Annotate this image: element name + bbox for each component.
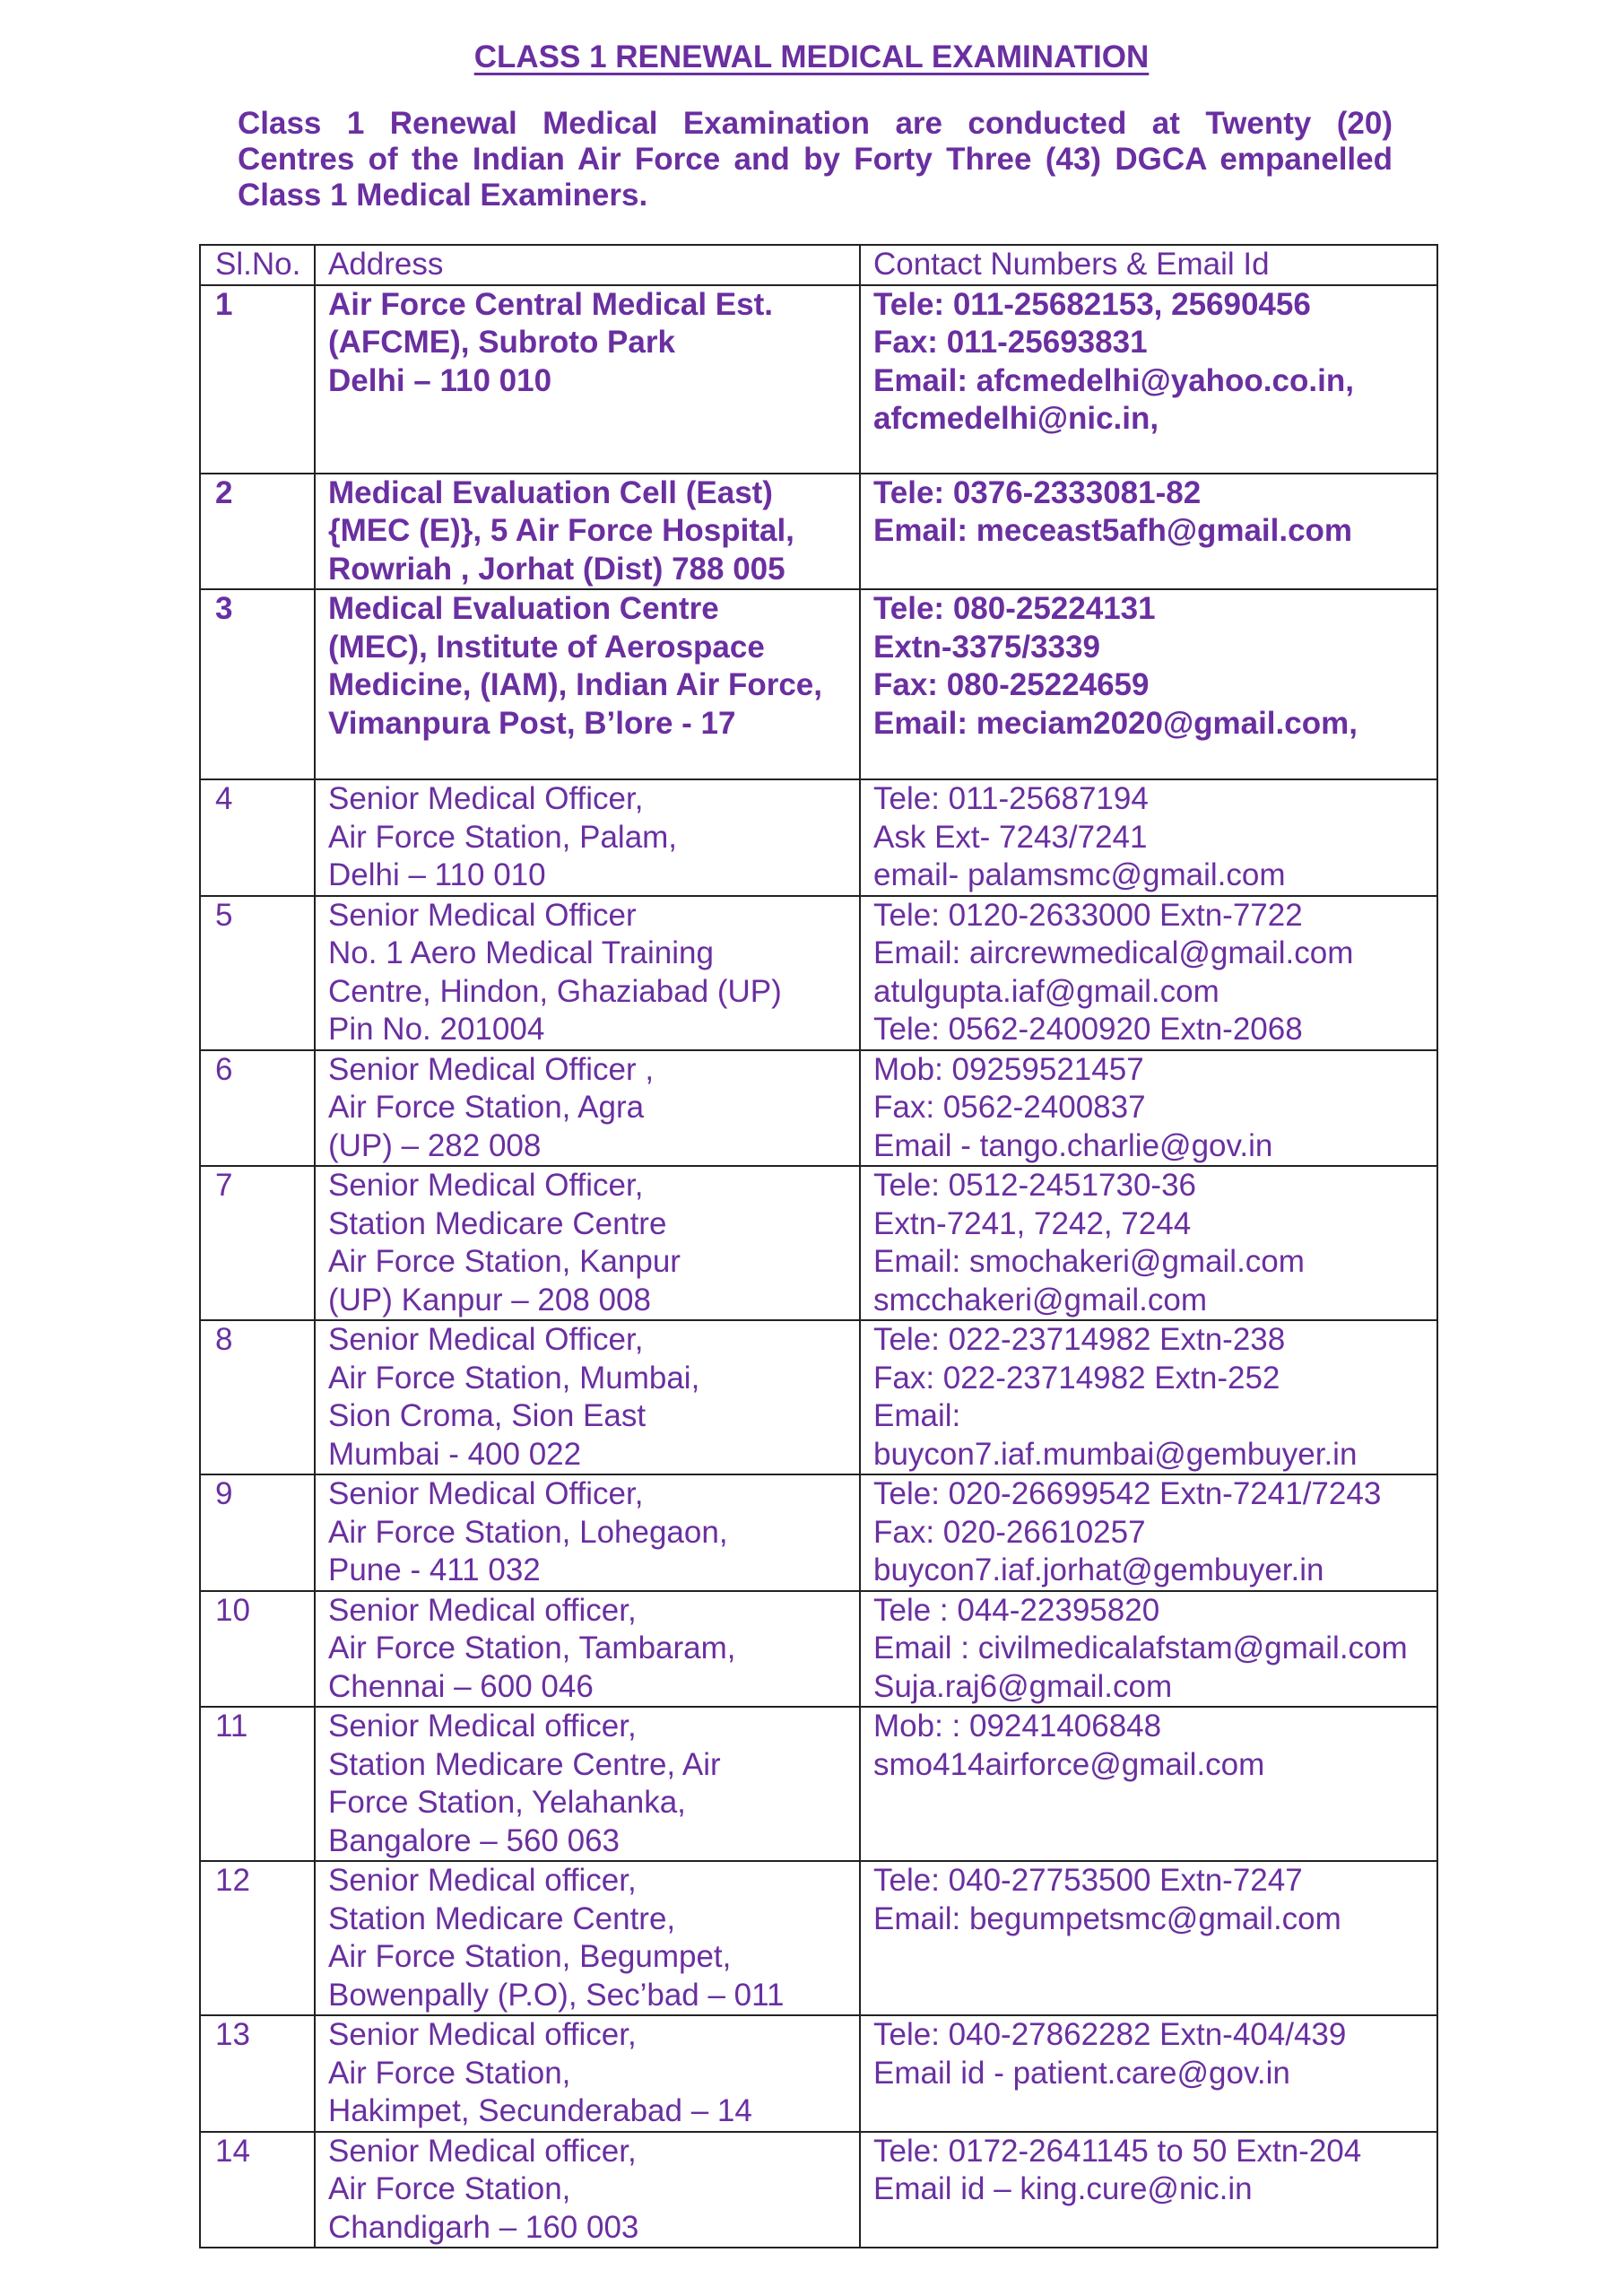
cell-address [315, 1861, 860, 2015]
address-line: Senior Medical Officer [328, 897, 637, 933]
email-line: Email id - patient.care@gov.in [873, 2055, 1290, 2091]
address-line: Air Force Station, [328, 2055, 571, 2091]
email-line: buycon7.iaf.mumbai@gembuyer.in [873, 1436, 1358, 1472]
cell-sl-no: 6 [200, 1050, 315, 1167]
cell-address [315, 1591, 860, 1708]
address-line: Air Force Station, Palam, [328, 819, 678, 855]
column-header-address: Address [315, 245, 860, 285]
cell-contact [860, 896, 1437, 1050]
cell-sl-no: 3 [200, 589, 315, 779]
contact-line: Tele: 0512-2451730-36 [873, 1168, 1197, 1203]
table-row [200, 1591, 1437, 1708]
email-line: afcmedelhi@nic.in, [873, 401, 1159, 436]
address-line: Pin No. 201004 [328, 1012, 545, 1047]
contact-line: Tele: 022-23714982 Extn-238 [873, 1322, 1286, 1357]
email-line: Email: aircrewmedical@gmail.com [873, 935, 1354, 970]
address-line: (MEC), Institute of Aerospace [328, 629, 765, 665]
address-line: Senior Medical Officer, [328, 1168, 644, 1203]
table-row [200, 779, 1437, 896]
address-line: Senior Medical officer, [328, 2133, 637, 2169]
email-line: smo414airforce@gmail.com [873, 1746, 1265, 1782]
cell-contact [860, 1166, 1437, 1320]
cell-contact [860, 1707, 1437, 1861]
contact-line: Tele: 020-26699542 Extn-7241/7243 [873, 1476, 1382, 1511]
contact-line: Tele: 0562-2400920 Extn-2068 [873, 1012, 1303, 1047]
address-line: Delhi – 110 010 [328, 857, 546, 892]
cell-address [315, 1320, 860, 1474]
table-row [200, 1707, 1437, 1861]
address-line: Senior Medical Officer, [328, 1322, 644, 1357]
address-line: Senior Medical officer, [328, 1863, 637, 1898]
table-row [200, 896, 1437, 1050]
contact-line: Fax: 0562-2400837 [873, 1090, 1146, 1125]
cell-contact [860, 589, 1437, 779]
address-line: Centre, Hindon, Ghaziabad (UP) [328, 973, 782, 1009]
cell-contact [860, 2015, 1437, 2132]
address-line: Sion Croma, Sion East [328, 1398, 647, 1433]
contact-line: Fax: 011-25693831 [873, 325, 1148, 360]
address-line: (UP) – 282 008 [328, 1127, 542, 1163]
email-line: Email: meceast5afh@gmail.com [873, 513, 1353, 548]
table-row [200, 1320, 1437, 1474]
address-line: Mumbai - 400 022 [328, 1436, 582, 1472]
cell-sl-no: 11 [200, 1707, 315, 1861]
address-line: Air Force Station, Mumbai, [328, 1360, 700, 1396]
contact-line: Tele : 044-22395820 [873, 1592, 1160, 1628]
address-line: Medical Evaluation Cell (East) [328, 474, 773, 510]
address-line: Air Force Station, Tambaram, [328, 1631, 736, 1665]
cell-sl-no: 5 [200, 896, 315, 1050]
address-line: (AFCME), Subroto Park [328, 325, 675, 360]
table-row [200, 1050, 1437, 1167]
cell-address [315, 1474, 860, 1591]
table-row [200, 474, 1437, 590]
contact-line: Tele: 080-25224131 [873, 591, 1156, 626]
intro-line: Centres of the Indian Air Force and by Forty Three (43) DGCA empanelled [238, 142, 1393, 177]
contact-line: Ask Ext- 7243/7241 [873, 819, 1148, 855]
email-line: email- palamsmc@gmail.com [873, 857, 1286, 892]
address-line: No. 1 Aero Medical Training [328, 935, 714, 970]
email-line: Email: smochakeri@gmail.com [873, 1244, 1305, 1279]
address-line: Bowenpally (P.O), Sec’bad – 011 [328, 1977, 785, 2013]
address-line: Station Medicare Centre, Air [328, 1746, 721, 1782]
contact-line: Tele: 011-25682153, 25690456 [873, 286, 1311, 322]
column-header-contact: Contact Numbers & Email Id [860, 245, 1437, 285]
cell-address [315, 285, 860, 474]
address-line: Bangalore – 560 063 [328, 1822, 620, 1858]
email-line: atulgupta.iaf@gmail.com [873, 973, 1219, 1009]
address-line: Vimanpura Post, B’lore - 17 [328, 705, 736, 741]
address-line: Senior Medical officer, [328, 1709, 637, 1744]
cell-sl-no: 8 [200, 1320, 315, 1474]
address-line: Station Medicare Centre, [328, 1900, 676, 1936]
cell-address [315, 2132, 860, 2248]
address-line: Air Force Station, Lohegaon, [328, 1514, 728, 1550]
email-line: Suja.raj6@gmail.com [873, 1668, 1173, 1704]
cell-address [315, 1166, 860, 1320]
contact-line: Email: [873, 1398, 961, 1433]
cell-contact [860, 1474, 1437, 1591]
cell-contact [860, 779, 1437, 896]
address-line: Air Force Central Medical Est. [328, 286, 773, 322]
contact-line: Tele: 011-25687194 [873, 781, 1149, 816]
contact-line: Tele: 0376-2333081-82 [873, 474, 1202, 510]
address-line: Hakimpet, Secunderabad – 14 [328, 2093, 752, 2128]
email-line: Email: afcmedelhi@yahoo.co.in, [873, 362, 1354, 398]
table-header-row [200, 245, 1437, 285]
table-row [200, 589, 1437, 779]
cell-sl-no: 9 [200, 1474, 315, 1591]
cell-sl-no: 14 [200, 2132, 315, 2248]
table-row [200, 2132, 1437, 2248]
cell-sl-no: 10 [200, 1591, 315, 1708]
cell-sl-no: 7 [200, 1166, 315, 1320]
address-line: Rowriah , Jorhat (Dist) 788 005 [328, 551, 785, 587]
address-line: Senior Medical Officer , [328, 1051, 655, 1087]
contact-line: Tele: 040-27862282 Extn-404/439 [873, 2017, 1347, 2052]
table-row [200, 1861, 1437, 2015]
email-line: buycon7.iaf.jorhat@gembuyer.in [873, 1552, 1324, 1587]
cell-contact [860, 1861, 1437, 2015]
column-header-sl-no: Sl.No. [200, 245, 315, 285]
address-line: Air Force Station, [328, 2171, 571, 2206]
table-row [200, 2015, 1437, 2132]
address-line: Medical Evaluation Centre [328, 591, 719, 626]
page-title: CLASS 1 RENEWAL MEDICAL EXAMINATION [473, 39, 1150, 74]
email-line: Email: begumpetsmc@gmail.com [873, 1900, 1341, 1936]
email-line: Email : civilmedicalafstam@gmail.com [873, 1631, 1408, 1665]
cell-contact [860, 1320, 1437, 1474]
address-line: Senior Medical Officer, [328, 781, 644, 816]
cell-contact [860, 474, 1437, 590]
cell-address [315, 2015, 860, 2132]
email-line: Email - tango.charlie@gov.in [873, 1127, 1273, 1163]
contact-line: Mob: : 09241406848 [873, 1709, 1162, 1744]
contact-line: Tele: 040-27753500 Extn-7247 [873, 1863, 1303, 1898]
cell-address [315, 1707, 860, 1861]
contact-line: Fax: 080-25224659 [873, 667, 1150, 702]
address-line: Delhi – 110 010 [328, 362, 552, 398]
cell-address [315, 1050, 860, 1167]
cell-address [315, 779, 860, 896]
address-line: Senior Medical officer, [328, 1592, 637, 1628]
address-line: Chandigarh – 160 003 [328, 2209, 639, 2245]
address-line: Chennai – 600 046 [328, 1668, 594, 1704]
contact-line: Tele: 0172-2641145 to 50 Extn-204 [873, 2133, 1362, 2169]
cell-sl-no: 13 [200, 2015, 315, 2132]
address-line: Air Force Station, Kanpur [328, 1244, 681, 1279]
address-line: (UP) Kanpur – 208 008 [328, 1282, 651, 1318]
contact-line: Mob: 09259521457 [873, 1051, 1144, 1087]
cell-contact [860, 1591, 1437, 1708]
address-line: Station Medicare Centre [328, 1205, 667, 1241]
contact-line: Extn-7241, 7242, 7244 [873, 1205, 1192, 1241]
address-line: Air Force Station, Agra [328, 1090, 645, 1125]
cell-address [315, 896, 860, 1050]
address-line: Force Station, Yelahanka, [328, 1785, 686, 1820]
table-row [200, 1166, 1437, 1320]
address-line: Air Force Station, Begumpet, [328, 1939, 732, 1974]
contact-line: Tele: 0120-2633000 Extn-7722 [873, 897, 1303, 933]
contact-line: Extn-3375/3339 [873, 629, 1100, 665]
address-line: {MEC (E)}, 5 Air Force Hospital, [328, 513, 794, 548]
email-line: Email: meciam2020@gmail.com, [873, 705, 1358, 741]
cell-sl-no: 1 [200, 285, 315, 474]
cell-contact [860, 285, 1437, 474]
email-line: Email id – king.cure@nic.in [873, 2171, 1253, 2206]
cell-contact [860, 1050, 1437, 1167]
address-line: Senior Medical Officer, [328, 1476, 644, 1511]
contact-line: Fax: 022-23714982 Extn-252 [873, 1360, 1280, 1396]
contact-line: Fax: 020-26610257 [873, 1514, 1146, 1550]
intro-line: Class 1 Medical Examiners. [238, 178, 648, 213]
address-line: Medicine, (IAM), Indian Air Force, [328, 667, 822, 702]
email-line: smcchakeri@gmail.com [873, 1282, 1207, 1318]
cell-sl-no: 12 [200, 1861, 315, 2015]
medical-centres-table [199, 244, 1438, 2248]
table-row [200, 1474, 1437, 1591]
address-line: Pune - 411 032 [328, 1552, 541, 1587]
table-row [200, 285, 1437, 474]
cell-sl-no: 4 [200, 779, 315, 896]
cell-contact [860, 2132, 1437, 2248]
cell-address [315, 589, 860, 779]
cell-sl-no: 2 [200, 474, 315, 590]
intro-paragraph [238, 106, 1393, 213]
cell-address [315, 474, 860, 590]
intro-line: Class 1 Renewal Medical Examination are conducted at Twenty (20) [238, 106, 1393, 141]
address-line: Senior Medical officer, [328, 2017, 637, 2052]
